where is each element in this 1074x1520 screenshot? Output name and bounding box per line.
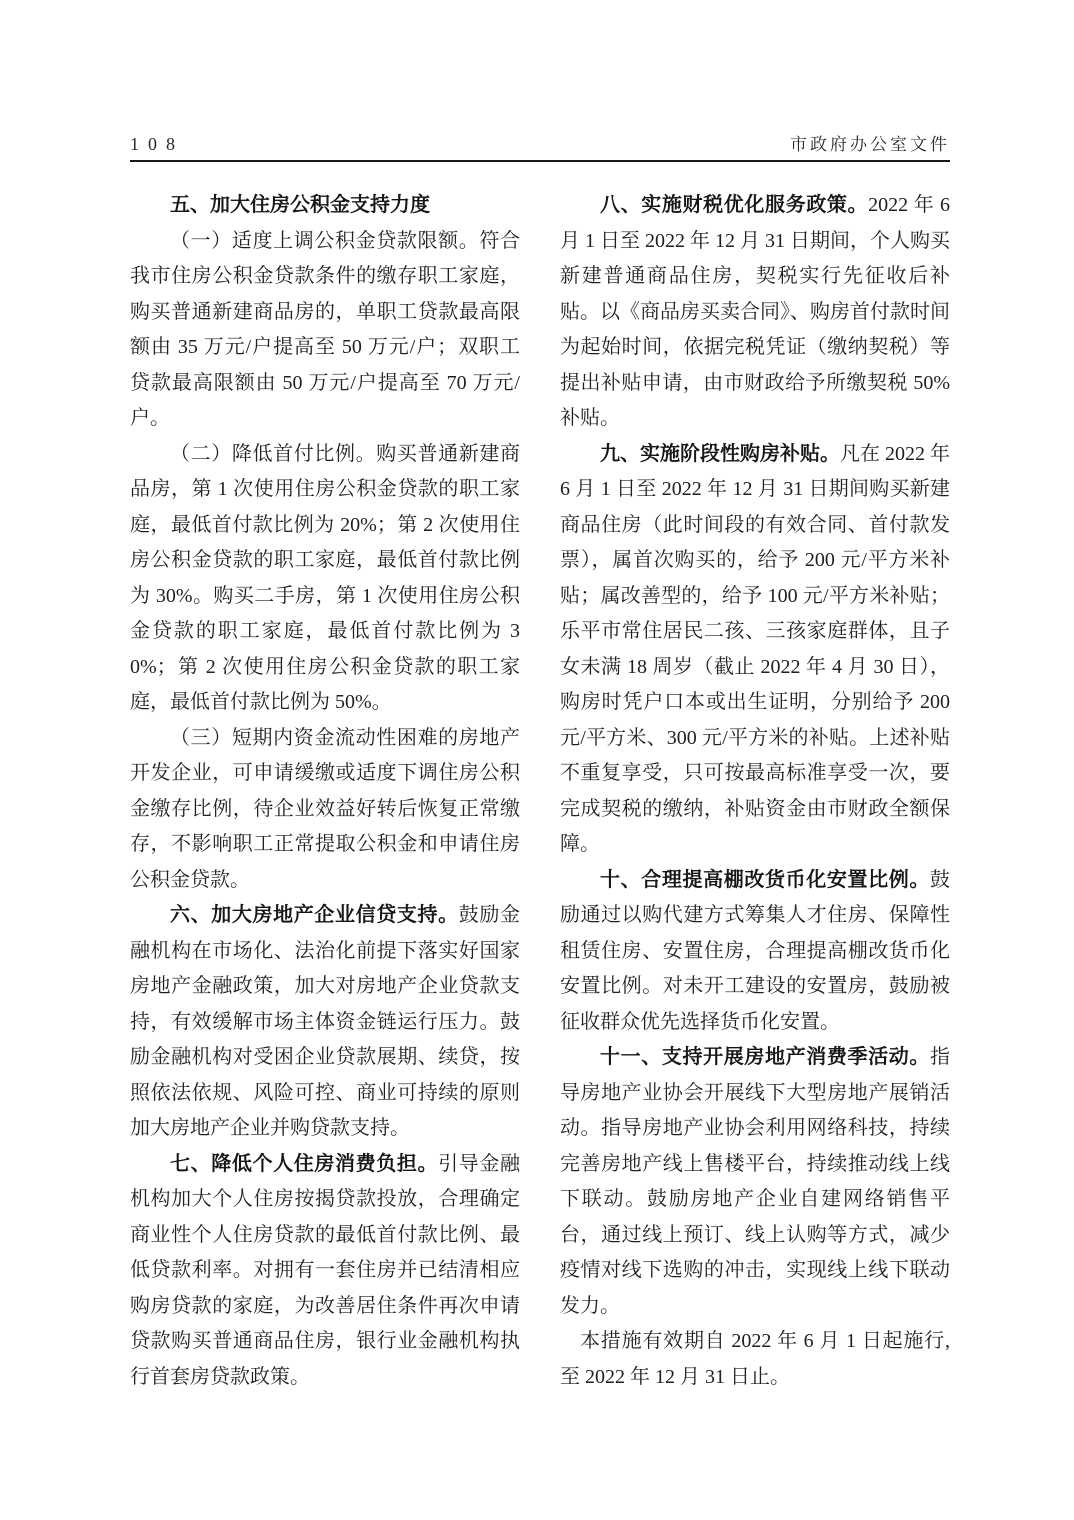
paragraph-text: （三）短期内资金流动性困难的房地产开发企业，可申请缓缴或适度下调住房公积金缴存比例，待企业效益好转后恢复正常缴存，不影响职工正常提取公积金和申请住房公积金贷款。 bbox=[130, 726, 520, 891]
header-doc-label: 市政府办公室文件 bbox=[790, 135, 950, 154]
two-column-body bbox=[130, 188, 950, 1395]
left-column bbox=[130, 188, 520, 1395]
paragraph-text: （一）适度上调公积金贷款限额。符合我市住房公积金贷款条件的缴存职工家庭，购买普通新建商品房的，单职工贷款最高限额由 35 万元/户提高至 50 万元/户；双职工贷款最高限额由 50 万元/户提高至 70 万元/户。 bbox=[130, 229, 520, 429]
section-9-heading: 九、实施阶段性购房补贴。 bbox=[600, 442, 840, 465]
section-9-paragraph bbox=[560, 437, 950, 863]
section-5-heading: 五、加大住房公积金支持力度 bbox=[170, 194, 430, 216]
paragraph-text: 凡在 2022 年 6 月 1 日至 2022 年 12 月 31 日期间购买新建商品住房（此时间段的有效合同、首付款发票），属首次购买的，给予 200 元/平方米补贴；属改善型的，给予 100 元/平方米补贴；乐平市常住居民二孩、三孩家庭群体，且子女未满 18 周岁（截止 2022 年 4 月 30 日），购房时凭户口本或出生证明，分别给予 200 元/平方米、300 元/平方米的补贴。上述补贴不重复享受，只可按最高标准享受一次，要完成契税的缴纳，补贴资金由市财政全额保障。 bbox=[560, 442, 950, 855]
paragraph-text: 鼓励通过以购代建方式筹集人才住房、保障性租赁住房、安置住房，合理提高棚改货币化安置比例。对未开工建设的安置房，鼓励被征收群众优先选择货币化安置。 bbox=[560, 868, 950, 1033]
page-number: 108 bbox=[130, 134, 184, 154]
section-5-item-2-paragraph bbox=[130, 437, 520, 721]
paragraph-text: 指导房地产业协会开展线下大型房地产展销活动。指导房地产业协会利用网络科技，持续完善房地产线上售楼平台，持续推动线上线下联动。鼓励房地产企业自建网络销售平台，通过线上预订、线上认购等方式，减少疫情对线下选购的冲击，实现线上线下联动发力。 bbox=[560, 1046, 950, 1317]
section-8-heading: 八、实施财税优化服务政策。 bbox=[600, 194, 869, 216]
section-11-heading: 十一、支持开展房地产消费季活动。 bbox=[600, 1046, 930, 1068]
section-5-item-1-paragraph bbox=[130, 224, 520, 437]
section-6-paragraph bbox=[130, 898, 520, 1147]
paragraph-text: 本措施有效期自 2022 年 6 月 1 日起施行,至 2022 年 12 月 31 日止。 bbox=[560, 1330, 950, 1388]
section-5-item-3-paragraph bbox=[130, 721, 520, 899]
section-11-paragraph bbox=[560, 1040, 950, 1324]
section-7-heading: 七、降低个人住房消费负担。 bbox=[170, 1152, 439, 1175]
section-7-paragraph bbox=[130, 1147, 520, 1396]
paragraph-text: 引导金融机构加大个人住房按揭贷款投放，合理确定商业性个人住房贷款的最低首付款比例、最低贷款利率。对拥有一套住房并已结清相应购房贷款的家庭，为改善居住条件再次申请贷款购买普通商品住房，银行业金融机构执行首套房贷款政策。 bbox=[130, 1152, 520, 1388]
section-10-heading: 十、合理提高棚改货币化安置比例。 bbox=[600, 868, 930, 891]
paragraph-text: 鼓励金融机构在市场化、法治化前提下落实好国家房地产金融政策，加大对房地产企业贷款支持，有效缓解市场主体资金链运行压力。鼓励金融机构对受困企业贷款展期、续贷，按照依法依规、风险可控、商业可持续的原则加大房地产企业并购贷款支持。 bbox=[130, 904, 520, 1139]
validity-period-paragraph bbox=[560, 1324, 950, 1395]
section-8-paragraph bbox=[560, 188, 950, 437]
section-10-paragraph bbox=[560, 863, 950, 1041]
page-header bbox=[130, 130, 950, 162]
paragraph-text: 2022 年 6 月 1 日至 2022 年 12 月 31 日期间，个人购买新建普通商品住房，契税实行先征收后补贴。以《商品房买卖合同》、购房首付款时间为起始时间，依据完税凭证（缴纳契税）等提出补贴申请，由市财政给予所缴契税 50%补贴。 bbox=[560, 194, 950, 429]
section-6-heading: 六、加大房地产企业信贷支持。 bbox=[170, 904, 459, 926]
paragraph-text: （二）降低首付比例。购买普通新建商品房，第 1 次使用住房公积金贷款的职工家庭，最低首付款比例为 20%；第 2 次使用住房公积金贷款的职工家庭，最低首付款比例为 30%。购买二手房，第 1 次使用住房公积金贷款的职工家庭，最低首付款比例为 30%；第 2 次使用住房公积金贷款的职工家庭，最低首付款比例为 50%。 bbox=[130, 442, 520, 713]
right-column bbox=[560, 188, 950, 1395]
